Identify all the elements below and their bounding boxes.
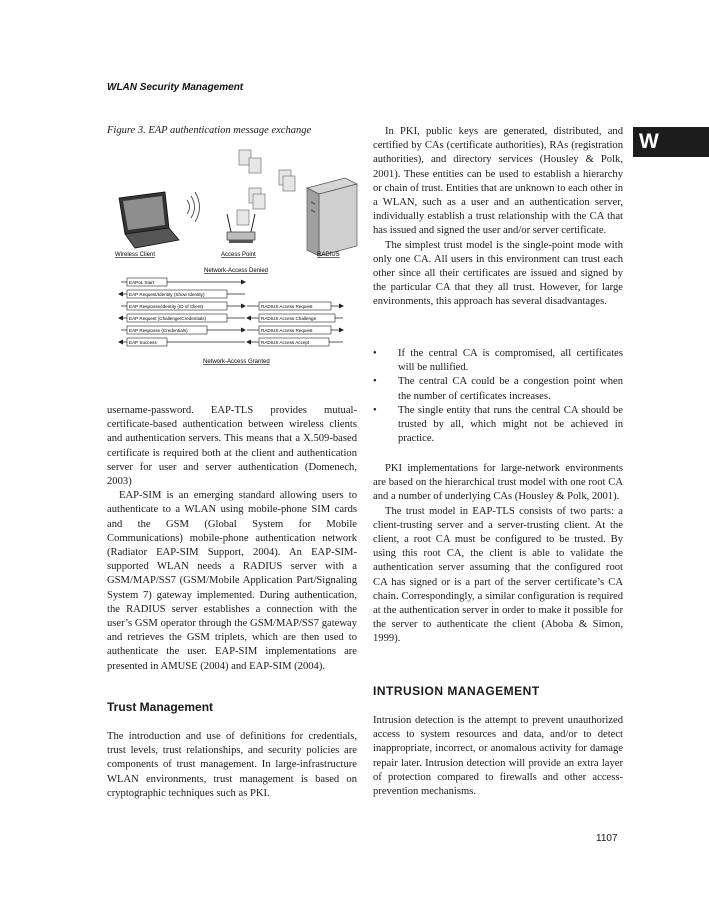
message-label-4: EAP Request (Challenge/Credentials): [129, 315, 207, 321]
right-paragraph-5: Intrusion detection is the attempt to prevent unauthorized access to system resources and data, and/or to detect inappropriate, incorrect, or anomalous activity for damage repair later. Intrusion detection will provide an extra layer of protection compared to firewalls and other access-prevention mechanisms.: [373, 715, 623, 798]
list-item-text: If the central CA is compromised, all certificates will be nullified.: [398, 348, 623, 374]
page-number: 1107: [596, 833, 618, 844]
right-column-top: [373, 125, 623, 310]
right-paragraph-2: The simplest trust model is the single-point mode with only one CA. All users in this environment can trust each other since all their certificates are issued and signed by the particular CA that they all trust. However, for large environments, this approach has several disadvantages.: [373, 239, 623, 308]
radius-label-2: RADIUS Access Challenge: [261, 315, 317, 321]
right-paragraph-3: PKI implementations for large-network environments are based on the hierarchical trust model with one root CA and a number of underlying CAs (Housley & Polk, 2001).: [373, 463, 623, 503]
ca-disadvantages-list: [373, 347, 623, 446]
list-item: [373, 347, 623, 375]
message-row-5: [121, 326, 246, 334]
message-row-6: [118, 338, 245, 346]
label-network-access-denied: Network-Access Denied: [204, 268, 269, 274]
radius-label-3: RADIUS Access Request: [261, 327, 313, 333]
radius-row-3: [247, 326, 344, 334]
message-label-1: EAPoL Start: [129, 279, 155, 285]
radius-server-icon: [307, 178, 357, 256]
list-item-text: The single entity that runs the central CA should be trusted by all, which might not be achieved in practice.: [398, 404, 623, 445]
wireless-client-laptop-icon: [119, 192, 179, 248]
message-label-5: EAP Response (Credentials): [129, 327, 188, 333]
radius-message-rows: [246, 302, 344, 346]
message-row-3: [121, 302, 246, 310]
left-column-top: [107, 404, 357, 674]
document-icons: [237, 150, 295, 225]
list-item: [373, 404, 623, 447]
left-column-bottom: [107, 730, 357, 801]
right-paragraph-1: In PKI, public keys are generated, distributed, and certified by CAs (certificate authorities), RAs (registration authorities), and directory services (Housley & Polk, 2001). These entities can be used to establish a hierarchy or chain of trust. Entities that are unknown to each other in a WLAN, such as a user and an authentication server, individually establish a trust relationship with the CA that has issued and signed the user and/or server certificate.: [373, 126, 623, 237]
message-label-2: EAP Request/Identity (Show Identity): [129, 291, 205, 297]
right-column-bottom: [373, 714, 623, 799]
radius-label-4: RADIUS Access Accept: [261, 339, 310, 345]
message-row-2: [118, 290, 245, 298]
label-network-access-granted: Network-Access Granted: [203, 359, 270, 365]
radius-label-1: RADIUS Access Request: [261, 303, 313, 309]
right-paragraph-4: The trust model in EAP-TLS consists of two parts: a client-trusting server and a server-trusting client. At the client, a root CA must be configured to be trusted. By using this root CA, the client is able to validate the authentication server assuming that the configured root CA has signed or is a part of the server certificate’s CA chain. Correspondingly, a similar configuration is required at the authentication server in order to make it possible for the server to authenticate the client (Aboba & Simon, 1999).: [373, 505, 623, 645]
label-radius: RADIUS: [317, 252, 340, 258]
radius-row-1: [247, 302, 344, 310]
radius-row-4: [246, 338, 343, 346]
left-paragraph-2: EAP-SIM is an emerging standard allowing users to authenticate to a WLAN using mobile-phone SIM cards and the GSM (Global System for Mobile Communications) mobile-phone authentication network (Radiator EAP-SIM Support, 2004). An EAP-SIM-supported WLAN needs a RADIUS server with a GSM/MAP/SS7 (GSM/Mobile Application Part/Signaling System 7) gateway implemented. During authentication, the RADIUS server establishes a connection with the user’s GSM operator through the GSM/MAP/SS7 gateway and retrieves the GSM triplets, which are then used to authenticate the user. EAP-SIM implementations are presented in AMUSE (2004) and EAP-SIM (2004).: [107, 490, 357, 672]
left-paragraph-1: username-password. EAP-TLS provides mutual-certificate-based authentication between wireless clients and authentication servers. This means that a X.509-based certificate is required both at the client and authentication server for user and server authentication (Domenech, 2003): [107, 405, 357, 488]
right-column-middle: [373, 462, 623, 647]
message-row-1: [121, 278, 246, 286]
section-thumb-tab: W: [633, 127, 709, 157]
radius-row-2: [246, 314, 343, 322]
trust-management-heading: Trust Management: [107, 700, 214, 714]
eap-message-rows: [118, 278, 246, 346]
eap-exchange-diagram: [107, 140, 367, 372]
bullet-marker: •: [373, 348, 377, 359]
list-item: [373, 375, 623, 403]
left-paragraph-3: The introduction and use of definitions for credentials, trust levels, trust relationships, and security policies are components of trust management. In large-infrastructure WLAN environments, trust management is based on cryptographic techniques such as PKI.: [107, 731, 357, 799]
list-item-text: The central CA could be a congestion point when the number of certificates increases.: [398, 376, 623, 402]
bullet-marker: •: [373, 404, 377, 416]
running-head: WLAN Security Management: [107, 82, 244, 93]
label-access-point: Access Point: [221, 252, 256, 258]
bullet-marker: •: [373, 376, 377, 388]
message-label-3: EAP Response/Identity (ID of Client): [129, 303, 204, 309]
intrusion-management-heading: INTRUSION MANAGEMENT: [373, 684, 540, 698]
figure-caption: Figure 3. EAP authentication message exchange: [107, 125, 312, 136]
message-label-6: EAP Success: [129, 339, 157, 345]
label-wireless-client: Wireless Client: [115, 252, 156, 258]
message-row-4: [118, 314, 245, 322]
wireless-signal-icon: [187, 192, 200, 222]
